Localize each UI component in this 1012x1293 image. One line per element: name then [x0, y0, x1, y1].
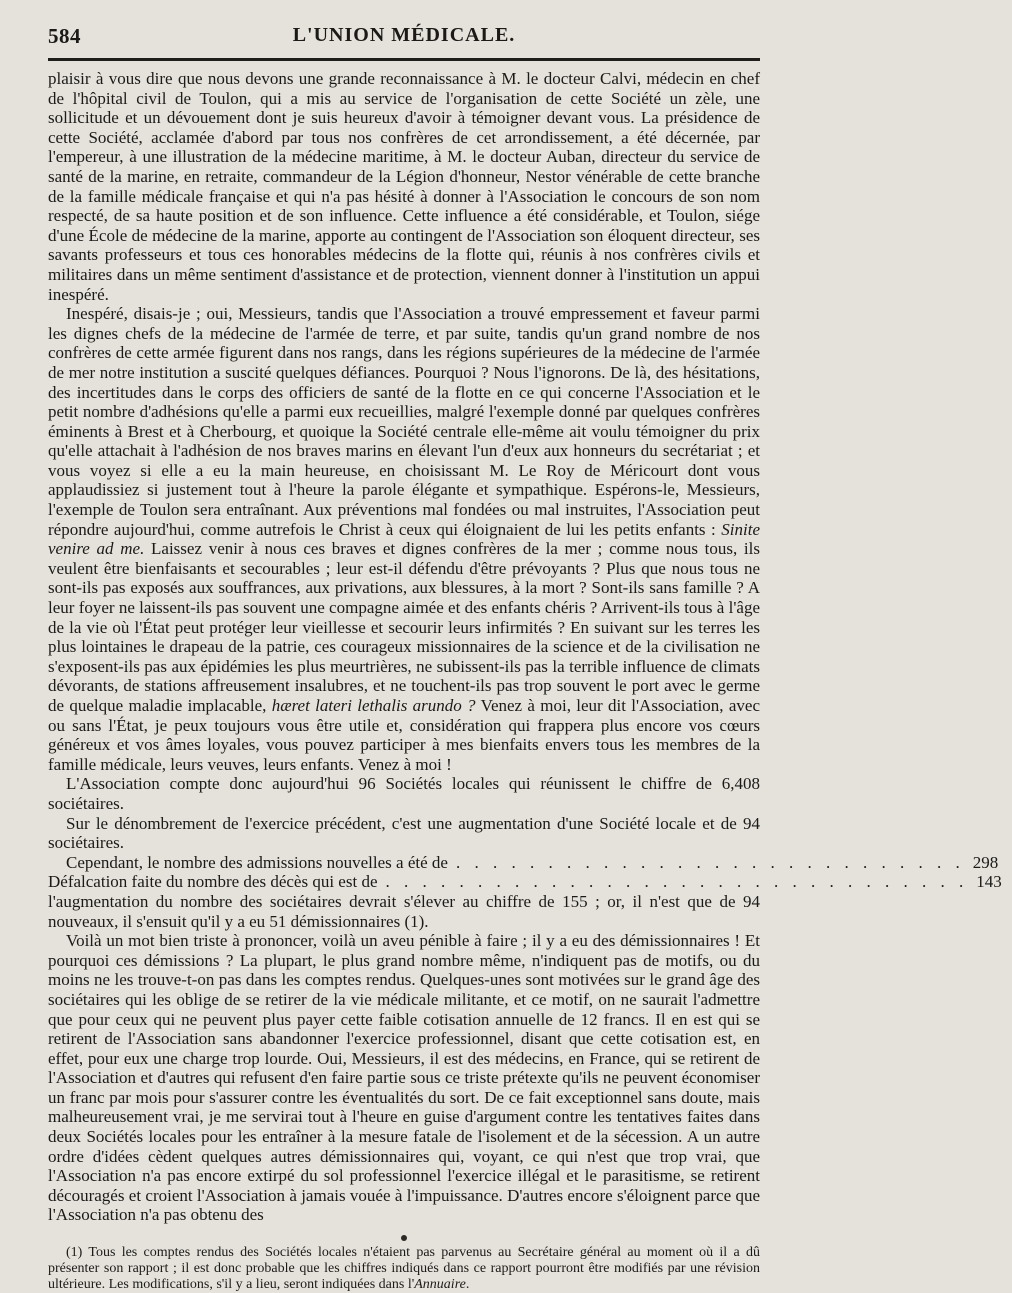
page-number: 584 [48, 24, 81, 48]
leader-dots: . . . . . . . . . . . . . . . . . . . . . . . . . . . . [455, 852, 965, 872]
ledger-row [48, 872, 1002, 892]
footnote-end: . [465, 1277, 470, 1293]
paragraph: Sur le dénombrement de l'exercice précédent, c'est une augmentation d'une Société locale et de 94 sociétaires. [48, 813, 760, 853]
ledger-value: 298 [972, 852, 999, 872]
running-title: L'UNION MÉDICALE. [292, 24, 516, 46]
latin-quote: Sinite venire ad me. [48, 519, 760, 559]
leader-dots: . . . . . . . . . . . . . . . . . . . . . . . . . . . . . . . . [385, 872, 969, 892]
footnote-text: (1) Tous les comptes rendus des Sociétés locales n'étaient pas parvenus au Secrétaire général au moment où il a dû présenter son rapport ; il est donc probable que les chiffres indiqués dans ce rapport pourront être modifiés par une révision ultérieure. Les modifications, s'il y a lieu, seront indiquées dans l' [48, 1245, 760, 1293]
ledger-label: Cependant, le nombre des admissions nouvelles a été de [66, 852, 448, 872]
ledger-label: Défalcation faite du nombre des décès qui est de [48, 872, 378, 892]
paragraph: L'Association compte donc aujourd'hui 96 Sociétés locales qui réunissent le chiffre de 6,408 sociétaires. [48, 774, 760, 813]
footnote-separator [401, 1235, 407, 1241]
paragraph [48, 304, 760, 774]
ledger-row [48, 852, 999, 873]
text-run: Laissez venir à nous ces braves et dignes confrères de la mer ; comme nous tous, ils veulent être bienfaisants et secourables ; leur est-il défendu d'être prévoyants ? Plus que nous tous ne sont-ils pas exposés aux souffrances, aux privations, aux blessures, à la mort ? Sont-ils sans famille ? A leur foyer ne laissent-ils pas souvent une compagne aimée et des enfants chéris ? Arrivent-ils tous à l'âge de la vie où l'État peut protéger leur vieillesse et secourir leurs infirmités ? En suivant sur les terres les plus lointaines le drapeau de la patrie, ces courageux missionnaires de la science et de la civilisation ne s'exposent-ils pas aux épidémies les plus meurtrières, ne subissent-ils pas la terrible influence de climats dévorants, de stations affreusement insalubres, et ne touchent-ils pas trop souvent le port avec le germe de quelque maladie implacable, [48, 539, 760, 715]
latin-quote: hæret lateri lethalis arundo ? [271, 696, 476, 715]
paragraph: l'augmentation du nombre des sociétaires devrait s'élever au chiffre de 155 ; or, il n'est que de 94 nouveaux, il s'ensuit qu'il y a eu 51 démissionnaires (1). [48, 891, 760, 931]
text-run: Venez à moi, leur dit l'Association, avec ou sans l'État, je peux toujours vous être utile et, considération qui frappera plus encore vos cœurs généreux et vos âmes loyales, vous pouvez participer à mes bienfaits envers tous les membres de la famille médicale, leurs veuves, leurs enfants. Venez à moi ! [48, 696, 761, 774]
text-run: Inespéré, disais-je ; oui, Messieurs, tandis que l'Association a trouvé empressement et faveur parmi les dignes chefs de la médecine de l'armée de terre, et par suite, tandis qu'un grand nombre de nos confrères de cette armée figurent dans nos rangs, dans les régions supérieures de la médecine de l'armée de mer notre institution a suscité quelques défiances. Pourquoi ? Nous l'ignorons. De là, des hésitations, des incertitudes dans le corps des officiers de santé de la flotte en ce qui concerne l'Association et le petit nombre d'adhésions qu'elle a parmi eux recueillies, malgré l'exemple donné par quelques confrères éminents à Brest et à Cherbourg, et quoique la Société centrale elle-même ait voulu témoigner du prix qu'elle attachait à l'adhésion de nos braves marins en élevant l'un d'eux aux honneurs du secrétariat ; et vous voyez si elle a eu la main heureuse, en choisissant M. Le Roy de Méricourt dont vous applaudissiez si justement tout à l'heure la parole élégante et sympathique. Espérons-le, Messieurs, l'exemple de Toulon sera entraînant. Aux préventions mal fondées ou mal instruites, l'Association peut répondre aujourd'hui, comme autrefois le Christ à ceux qui éloignaient de lui les petits enfants : [48, 304, 760, 539]
header-rule [48, 58, 760, 61]
footnote-italic: Annuaire [414, 1277, 466, 1293]
ledger-value: 143 [976, 872, 1002, 892]
footnote [48, 1245, 760, 1293]
page-header [48, 22, 760, 52]
article-body [48, 69, 1002, 1225]
paragraph: plaisir à vous dire que nous devons une grande reconnaissance à M. le docteur Calvi, médecin en chef de l'hôpital civil de Toulon, qui a mis au service de l'organisation de cette Société un zèle, une sollicitude et un dévouement dont je suis heureux d'avoir à témoigner devant vous. La présidence de cette Société, acclamée d'abord par tous nos confrères de cet arrondissement, a été décernée, par l'empereur, à une illustration de la médecine maritime, à M. le docteur Auban, directeur du service de santé de la marine, en retraite, commandeur de la Légion d'honneur, Nestor vénérable de cette branche de la famille médicale française et qui n'a pas hésité à donner à l'Association le concours de son nom respecté, de sa haute position et de son influence. Cette influence a été considérable, et Toulon, siége d'une École de médecine de la marine, apporte au contingent de l'Association son éloquent directeur, ses savants professeurs et tous ces honorables médecins de la flotte qui, réunis à nos confrères civils et militaires dans un même sentiment d'assistance et de protection, viennent donner à l'institution un appui inespéré. [48, 69, 760, 304]
paragraph: Voilà un mot bien triste à prononcer, voilà un aveu pénible à faire ; il y a eu des démissionnaires ! Et pourquoi ces démissions ? La plupart, le plus grand nombre même, n'indiquent pas de motifs, ou du moins ne les trouve-t-on pas dans les comptes rendus. Quelques-unes sont motivées sur le grand âge des sociétaires qui les oblige de se retirer de la vie médicale militante, et ce motif, on ne saurait l'admettre que pour ceux qui ne peuvent plus payer cette faible cotisation annuelle de 12 francs. Il en est qui se retirent de l'Association sans abandonner l'exercice professionnel, disant que cette cotisation est, en effet, pour eux une charge trop lourde. Oui, Messieurs, il est des médecins, en France, qui se retirent de l'Association et d'autres qui refusent d'en faire partie sous ce triste prétexte qu'ils ne peuvent économiser un franc par mois pour s'assurer contre les éventualités du sort. De ce fait exceptionnel sans doute, mais malheureusement vrai, je me servirai tout à l'heure en guise d'argument contre les tentatives faites dans deux Sociétés locales pour les entraîner à la mesure fatale de l'isolement et de la sécession. A un autre ordre d'idées cèdent quelques autres démissionnaires qui, voyant, ce qui n'est que trop vrai, que l'Association n'a pas encore extirpé du sol professionnel l'exercice illégal et le parasitisme, se retirent découragés et croient l'Association à jamais vouée à l'impuissance. D'autres encore s'éloignent parce que l'Association n'a pas obtenu des [48, 931, 760, 1225]
